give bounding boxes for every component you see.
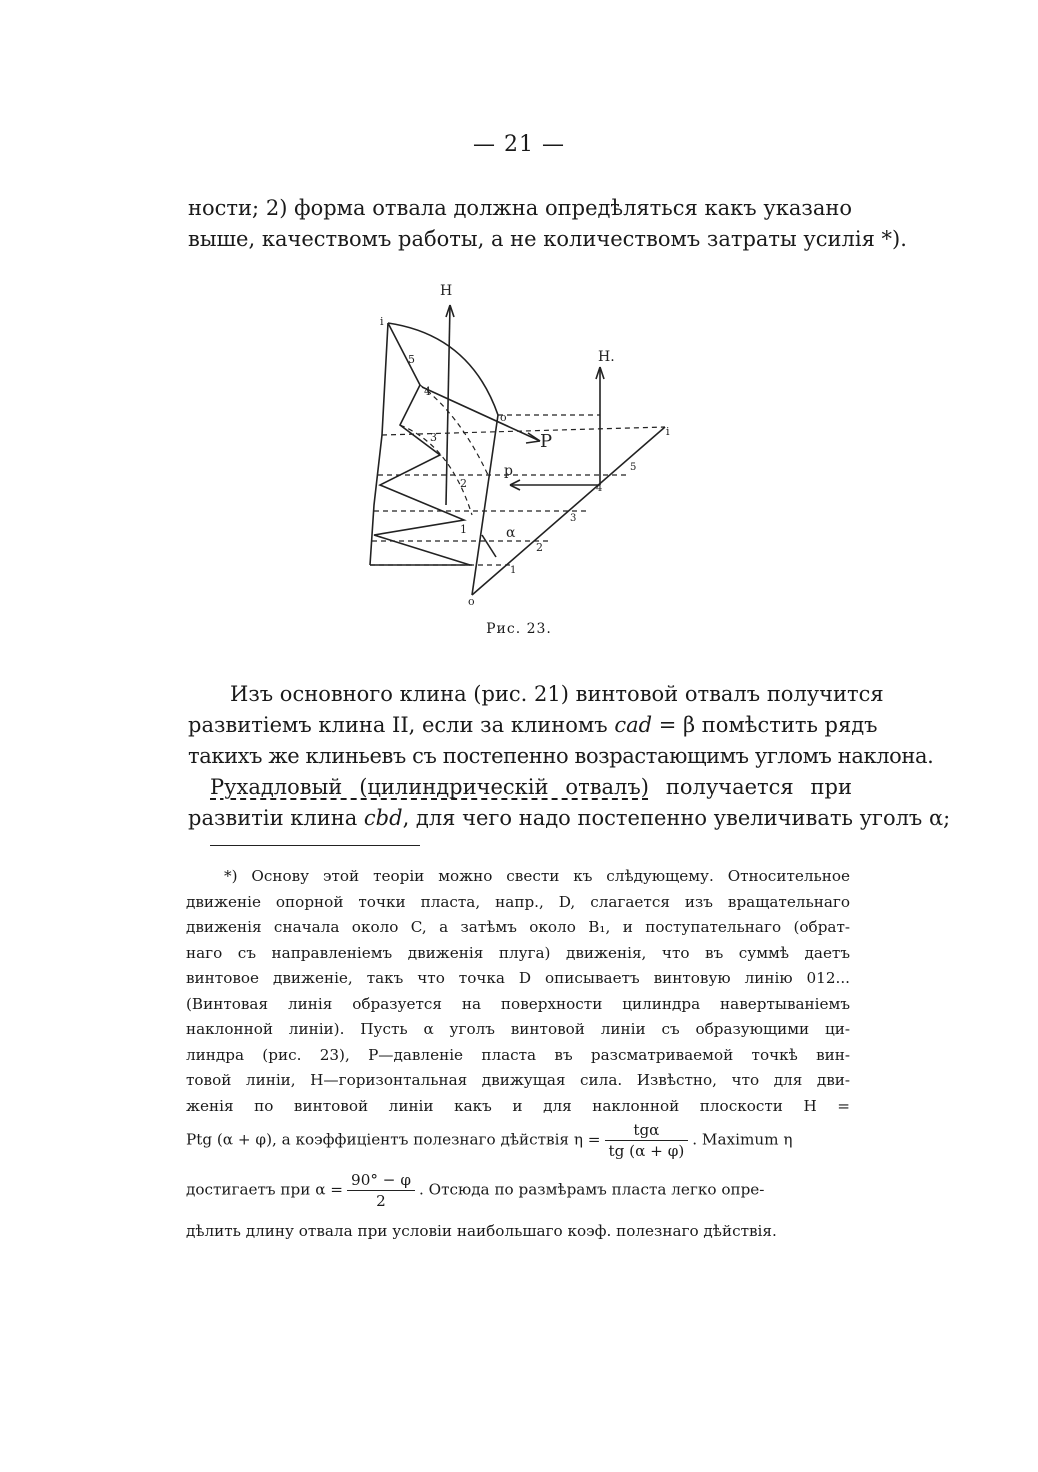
label-p-small: p <box>504 463 513 479</box>
footnote-line: женія по винтовой линіи какъ и для наклонной плоскости H = <box>186 1096 850 1115</box>
fraction-denominator: tg (α + φ) <box>608 1142 685 1160</box>
text-span: развитіи клина <box>188 806 364 830</box>
body-paragraph-1 <box>188 679 934 772</box>
text-span: развитіемъ клина II, если за клиномъ <box>188 713 608 737</box>
footnote-line: движенія сначала около C, а затѣмъ около B₁, и поступательнаго (обрат- <box>186 918 850 936</box>
fraction-denominator: 2 <box>376 1192 386 1210</box>
text-line <box>188 710 878 741</box>
formula-text: достигаетъ при α = <box>186 1180 344 1199</box>
alpha-line <box>482 535 496 557</box>
fraction-alpha <box>347 1170 415 1211</box>
footnote-line: (Винтовая линія образуется на поверхности цилиндра навертываніемъ <box>186 994 850 1013</box>
label-1: 1 <box>460 523 467 536</box>
helix-zigzag <box>374 323 470 565</box>
label-4: 4 <box>424 385 431 398</box>
footnote <box>186 864 850 1119</box>
top-paragraph <box>188 193 907 255</box>
text-line <box>188 772 852 803</box>
text-line: Изъ основного клина (рис. 21) винтовой отвалъ получится <box>230 682 884 706</box>
underlined-term: Рухадловый (цилиндрическій отвалъ) <box>210 775 649 799</box>
label-alpha: α <box>506 525 516 541</box>
figure-caption: Рис. 23. <box>486 621 552 637</box>
footnote-line: линдра (рис. 23), P—давленіе пласта въ разсматриваемой точкѣ вин- <box>186 1045 850 1064</box>
footnote-line: товой линіи, H—горизонтальная движущая сила. Извѣстно, что для дви- <box>186 1071 850 1089</box>
h-axis <box>446 305 450 505</box>
label-r4: 4 <box>596 483 603 494</box>
label-h: H <box>440 283 453 299</box>
dashed-arc <box>420 385 488 475</box>
arc-outer <box>388 323 498 415</box>
text-line <box>188 803 951 834</box>
label-r5: 5 <box>630 462 637 473</box>
footnote-rule <box>210 845 420 846</box>
label-r1: 1 <box>510 565 517 576</box>
figure-23 <box>360 275 690 615</box>
fraction-numerator: 90° − φ <box>347 1170 415 1191</box>
text-line: выше, качествомъ работы, а не количествомъ затраты усилія *). <box>188 227 907 251</box>
text-line: ности; 2) форма отвала должна опредѣляться какъ указано <box>188 196 852 220</box>
label-2: 2 <box>460 477 467 490</box>
left-edge <box>370 323 388 565</box>
footnote-line: винтовое движеніе, такъ что точка D описываетъ винтовую линію 012... <box>186 969 850 987</box>
footnote-last-line: дѣлить длину отвала при условіи наибольшаго коэф. полезнаго дѣйствія. <box>186 1222 777 1240</box>
label-o: o <box>500 411 507 424</box>
page-number: — 21 — <box>473 132 565 157</box>
formula-text: Ptg (α + φ), а коэффиціентъ полезнаго дѣйствія η = <box>186 1130 601 1149</box>
fraction-eta <box>605 1120 689 1161</box>
label-i: i <box>380 315 384 328</box>
math-cbd: cbd <box>363 806 403 830</box>
label-p: P <box>540 431 553 452</box>
label-5: 5 <box>408 353 415 366</box>
text-line: такихъ же клиньевъ съ постепенно возрастающимъ угломъ наклона. <box>188 744 934 768</box>
footnote-line: *) Основу этой теоріи можно свести къ слѣдующему. Относительное <box>224 867 850 885</box>
footnote-line: наго съ направленіемъ движенія плуга) движенія, что въ суммѣ даетъ <box>186 943 850 962</box>
label-r2: 2 <box>536 541 543 554</box>
formula-text: . Maximum η <box>692 1130 793 1149</box>
footnote-formula-2 <box>186 1170 850 1211</box>
text-span: , для чего надо постепенно увеличивать уголъ α; <box>402 806 951 830</box>
footnote-line: наклонной линіи). Пусть α уголъ винтовой линіи съ образующими ци- <box>186 1020 850 1038</box>
label-r-end: i <box>666 425 670 438</box>
formula-text: . Отсюда по размѣрамъ пласта легко опре- <box>418 1180 765 1199</box>
text-span: = β помѣстить рядъ <box>652 713 878 737</box>
right-generator <box>472 415 498 595</box>
label-h-right: H. <box>598 349 615 365</box>
footnote-formula-1 <box>186 1120 850 1161</box>
label-0: o <box>468 595 475 608</box>
fraction-numerator: tgα <box>605 1120 689 1141</box>
body-paragraph-2 <box>188 772 951 834</box>
math-cad: cad <box>614 713 653 737</box>
text-span: получается при <box>648 775 852 799</box>
label-r3: 3 <box>570 513 577 524</box>
footnote-line: движеніе опорной точки пласта, напр., D, слагается изъ вращательнаго <box>186 892 850 911</box>
label-3: 3 <box>430 431 437 444</box>
